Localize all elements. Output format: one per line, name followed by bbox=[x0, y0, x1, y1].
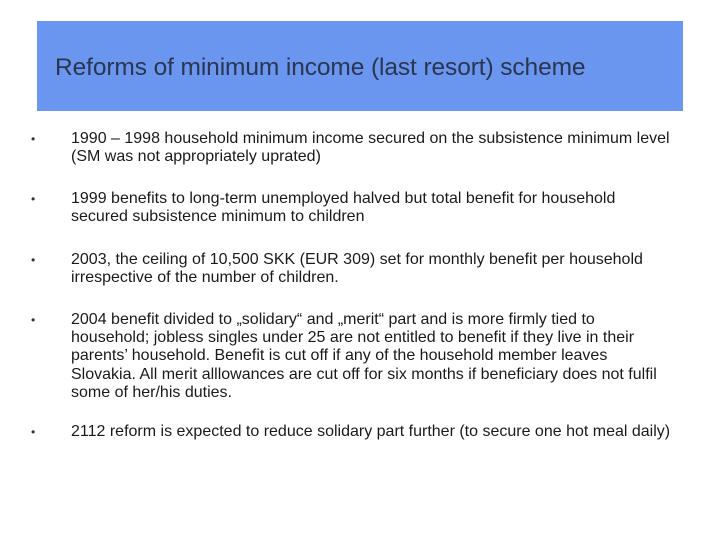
bullet-icon: • bbox=[31, 192, 36, 206]
bullet-text: 2003, the ceiling of 10,500 SKK (EUR 309) set for monthly benefit per household irrespective of the number of children. bbox=[71, 251, 643, 287]
bullet-text: 2112 reform is expected to reduce solidary part further (to secure one hot meal daily) bbox=[71, 423, 671, 440]
slide-title: Reforms of minimum income (last resort) scheme bbox=[55, 54, 586, 81]
bullet-icon: • bbox=[31, 313, 36, 327]
bullet-text: 1990 – 1998 household minimum income secured on the subsistence minimum level (SM was not appropriately uprated) bbox=[71, 130, 670, 166]
bullet-icon: • bbox=[31, 132, 36, 146]
bullet-icon: • bbox=[31, 425, 36, 439]
bullet-text: 1999 benefits to long-term unemployed halved but total benefit for household secured subsistence minimum to children bbox=[71, 190, 616, 226]
bullet-icon: • bbox=[31, 253, 36, 267]
bullet-text: 2004 benefit divided to „solidary“ and „merit“ part and is more firmly tied to household; jobless singles under 25 are not entitled to benefit if they live in their parents’ household. Benefit is cut off if any of the household member leaves Slovakia. All merit alllowances are cut off for six months if beneficiary does not fulfil some of her/his duties. bbox=[71, 311, 657, 401]
